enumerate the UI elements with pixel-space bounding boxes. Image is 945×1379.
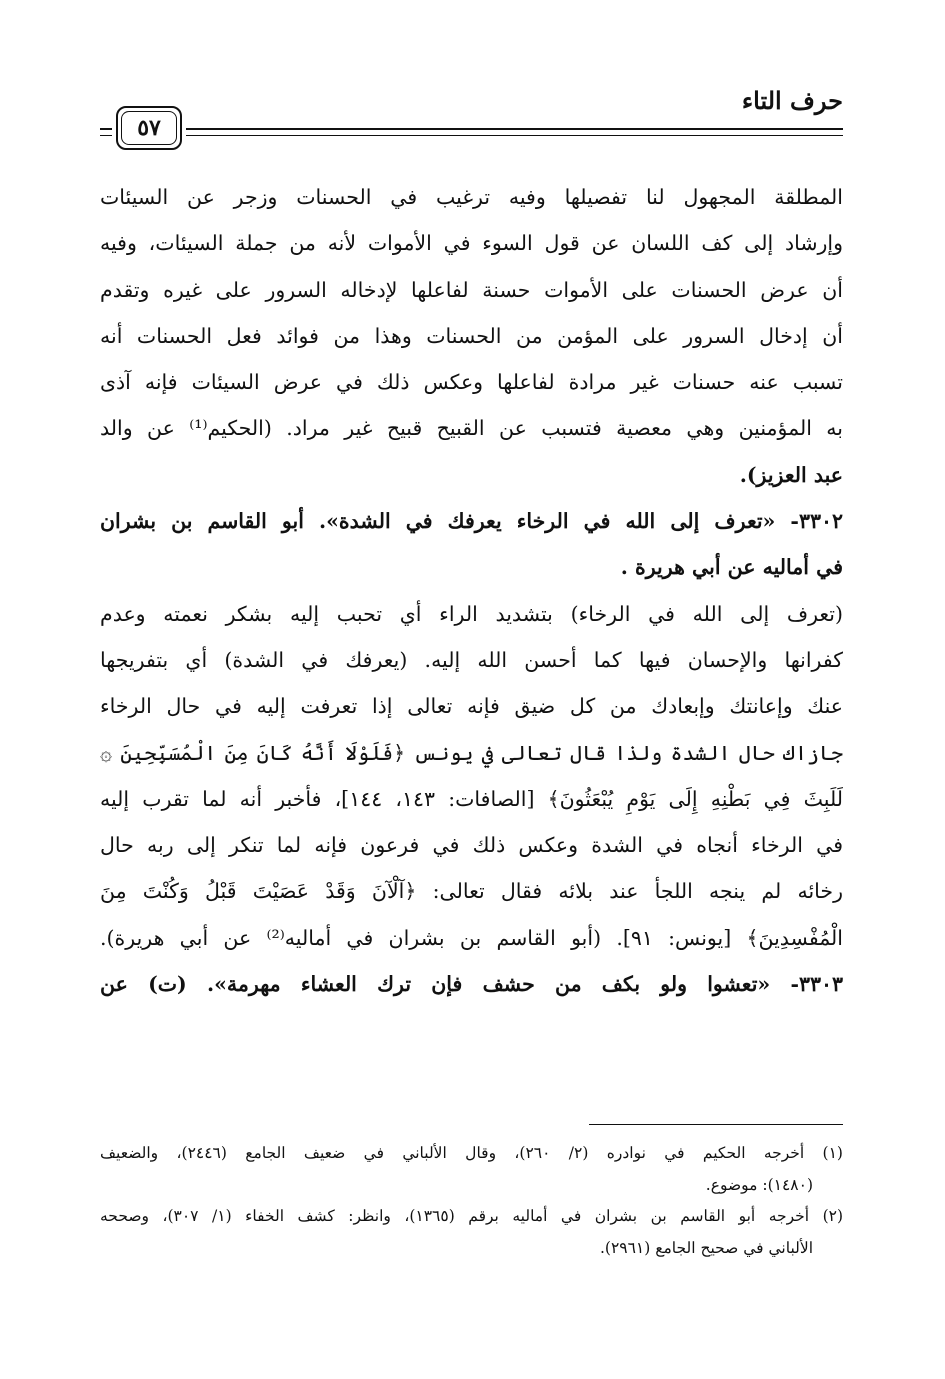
text-line: وإرشاد إلى كف اللسان عن قول السوء في الأموات لأنه من جملة السيئات، وفيه (100, 231, 843, 256)
text-line: لَلَبِثَ فِي بَطْنِهِ إِلَى يَوْمِ يُبْعَثُونَ﴾ [الصافات: ١٤٣، ١٤٤]، فأخبر أنه لما تقرب إليه (100, 786, 843, 811)
page-header (100, 84, 843, 154)
text-line: في أماليه عن أبي هريرة . (620, 555, 843, 580)
text-line: ٣٣٠٣- «تعشوا ولو بكف من حشف فإن ترك العشاء مهرمة». (ت) عن (100, 972, 843, 997)
main-text (100, 174, 843, 1007)
text-line: المطلقة المجهول لنا تفصيلها وفيه ترغيب في الحسنات وزجر عن السيئات (100, 185, 843, 209)
footnote-line: الألباني في صحيح الجامع (٢٩٦١). (599, 1238, 813, 1257)
text-line: أن عرض الحسنات على الأموات حسنة لفاعلها لإدخاله السرور على غيره وتقدم (100, 277, 843, 302)
header-rule-left (100, 128, 112, 136)
chapter-title: حرف التاء (741, 86, 843, 115)
text-line: به المؤمنين وهي معصية فتسبب عن القبيح قبيح غير مراد. (الحكيم⁽¹⁾ عن والد (100, 416, 843, 441)
footnote-line: (٢) أخرجه أبو القاسم بن بشران في أماليه برقم (١٣٦٥)، وانظر: كشف الخفاء (١/ ٣٠٧)، وصححه (100, 1207, 843, 1225)
text-line: عبد العزيز). (739, 462, 843, 487)
text-line: رخائه لم ينجه اللجأ عند بلائه فقال تعالى: ﴿آلْآنَ وَقَدْ عَصَيْتَ قَبْلُ وَكُنْتَ مِنَ (100, 879, 843, 904)
footnote-separator (589, 1124, 843, 1125)
text-line: أن إدخال السرور على المؤمن من الحسنات وهذا من فوائد فعل الحسنات أنه (100, 323, 843, 348)
text-line: ٣٣٠٢- «تعرف إلى الله في الرخاء يعرفك في الشدة». أبو القاسم بن بشران (100, 509, 843, 534)
text-line: عنك وإعانتك وإبعادك من كل ضيق فإنه تعالى إذا تعرفت إليه في حال الرخاء (100, 694, 843, 719)
footnote-line: (١٤٨٠): موضوع. (705, 1175, 813, 1194)
text-line: تسبب عنه حسنات غير مرادة لفاعلها وعكس ذلك في عرض السيئات فإنه آذى (100, 370, 843, 395)
text-line: في الرخاء أنجاه في الشدة وعكس ذلك في فرعون فإنه لما تنكر إلى ربه حال (100, 833, 843, 858)
text-line: جازاك حال الشدة ولذا قال تعالى في يونس ﴿فَلَوْلَا أَنَّهُ كَانَ مِنَ الْمُسَبِّحِينَ ۞ (100, 740, 843, 765)
text-line: الْمُفْسِدِينَ﴾ [يونس: ٩١]. (أبو القاسم بن بشران في أماليه⁽²⁾ عن أبي هريرة). (100, 925, 843, 950)
text-line: (تعرف إلى الله في الرخاء) بتشديد الراء أي تحبب إليه بشكر نعمته وعدم (100, 601, 843, 626)
footnotes (100, 1138, 843, 1264)
text-line: كفرانها والإحسان فيها كما أحسن الله إليه. (يعرفك في الشدة) أي بتفريجها (100, 647, 843, 672)
page-number-frame (116, 106, 182, 150)
footnote-line: (١) أخرجه الحكيم في نوادره (٢/ ٢٦٠)، وقال الألباني في ضعيف الجامع (٢٤٤٦)، والضعيف (100, 1144, 843, 1162)
page-number: ٥٧ (137, 115, 161, 141)
header-rule (186, 128, 843, 136)
